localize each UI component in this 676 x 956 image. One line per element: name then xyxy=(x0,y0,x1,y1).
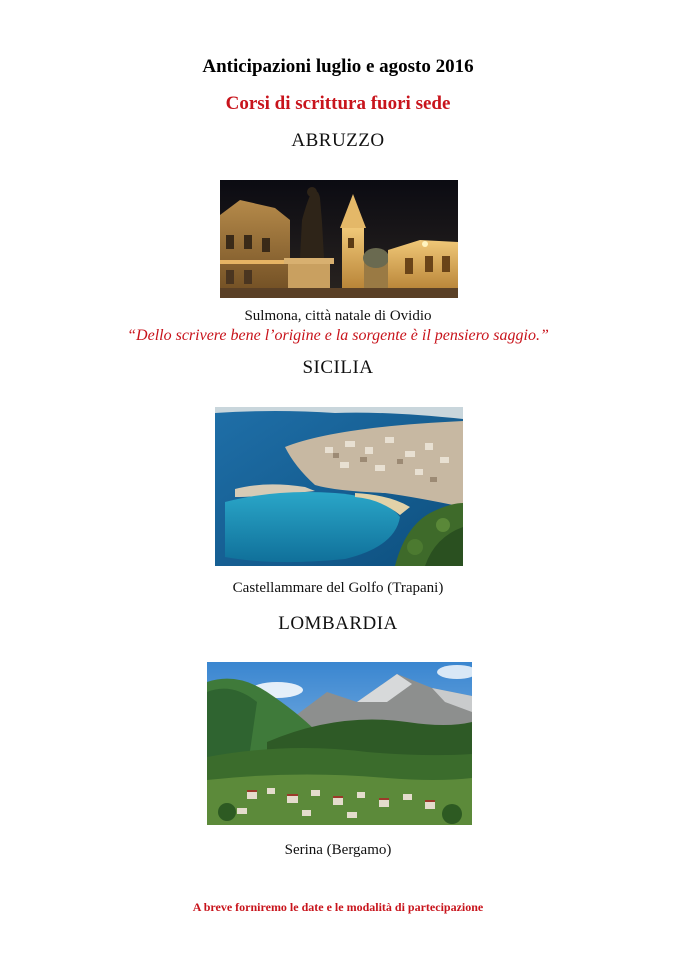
photo-sulmona xyxy=(220,180,458,298)
caption-sulmona: Sulmona, città natale di Ovidio xyxy=(244,308,432,324)
page-subtitle: Corsi di scrittura fuori sede xyxy=(225,93,451,114)
quote-ovidio: “Dello scrivere bene l’origine e la sorgente è il pensiero saggio.” xyxy=(127,327,549,344)
page-title: Anticipazioni luglio e agosto 2016 xyxy=(202,56,474,77)
region-heading-lombardia: LOMBARDIA xyxy=(278,613,398,634)
photo-castellammare xyxy=(215,407,463,566)
caption-castellammare: Castellammare del Golfo (Trapani) xyxy=(232,580,444,596)
footer-note: A breve forniremo le date e le modalità di partecipazione xyxy=(192,900,484,914)
region-heading-sicilia: SICILIA xyxy=(302,357,374,378)
region-heading-abruzzo: ABRUZZO xyxy=(291,130,385,151)
photo-serina xyxy=(207,662,472,825)
caption-serina: Serina (Bergamo) xyxy=(284,842,392,858)
